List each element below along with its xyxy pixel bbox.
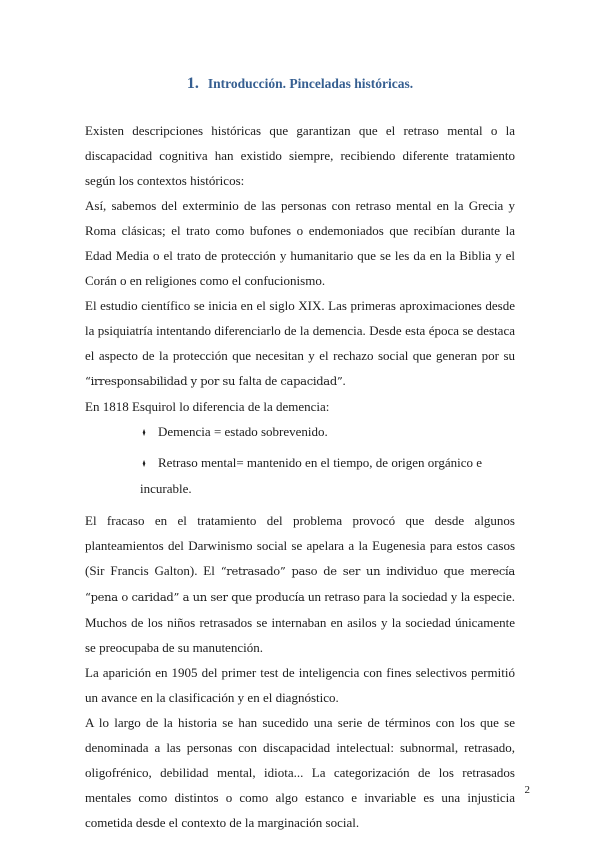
diamond-bullet-icon: ♦: [142, 456, 146, 470]
paragraph-scientific-study-quote: “irresponsabilidad y por su: [85, 374, 239, 388]
paragraph-scientific-study-quote-end: capacidad”: [280, 374, 343, 388]
paragraph-scientific-study-normal: El estudio científico se inicia en el siglo XIX. Las primeras aproximaciones desde la psiquiatría intentando diferenciarlo de la demencia. Desde esta época se destaca el aspecto de la protección que necesitan y el rechazo social que generan por su: [85, 298, 515, 363]
bullet-text-demencia: Demencia = estado sobrevenido.: [158, 424, 328, 439]
paragraph-test-1905: La aparición en 1905 del primer test de inteligencia con fines selectivos permitió un avance en la clasificación y en el diagnóstico.: [85, 665, 515, 705]
bullet-list: [85, 419, 515, 501]
paragraph-intro: Existen descripciones históricas que garantizan que el retraso mental o la discapacidad cognitiva han existido siempre, recibiendo diferente tratamiento según los contextos históricos:: [85, 123, 515, 188]
paragraph-darwinismo-normal: El fracaso en el tratamiento del problema provocó que desde algunos planteamientos del Darwinismo social se apelara a la Eugenesia para estos casos (Sir Francis Galton). El: [85, 513, 515, 578]
paragraph-scientific-study-mid: falta de: [238, 373, 281, 388]
paragraph-scientific-study: [85, 293, 515, 394]
paragraph-darwinismo-end: un retraso para la sociedad y la especie. Muchos de los niños retrasados se internaban en asilos y la sociedad únicamente se preocupaba de su manutención.: [85, 589, 516, 655]
paragraph-terminos: A lo largo de la historia se han sucedido una serie de términos con los que se denominada a las personas con discapacidad intelectual: subnormal, retrasado, oligofrénico, debilidad mental, idiota... La categorización de los retrasados mentales como distintos o como algo estanco e invariable es una injusticia cometida desde el contexto de la marginación social.: [85, 715, 515, 830]
heading-number: 1.: [186, 75, 199, 92]
list-item-demencia: [140, 419, 515, 445]
paragraph-esquirol: En 1818 Esquirol lo diferencia de la demencia:: [85, 399, 330, 414]
page-number: 2: [524, 784, 530, 796]
heading-title: Introducción. Pinceladas históricas.: [207, 76, 414, 91]
paragraph-darwinismo-quote: “retrasado” paso de ser un individuo que merecía “pena o caridad” a un ser que producía: [85, 564, 515, 604]
bullet-text-retraso: Retraso mental= mantenido en el tiempo, de origen orgánico e incurable.: [140, 455, 483, 496]
list-item-retraso: [140, 450, 515, 501]
paragraph-history-examples: Así, sabemos del exterminio de las personas con retraso mental en la Grecia y Roma clásicas; el trato como bufones o endemoniados que recibían durante la Edad Media o el trato de protección y humanitario que se les da en la Biblia y el Corán o en religiones como el confucionismo.: [85, 198, 515, 288]
paragraph-scientific-study-period: .: [342, 373, 346, 388]
paragraph-darwinismo: [85, 508, 515, 660]
section-heading: [85, 74, 515, 94]
diamond-bullet-icon: ♦: [142, 425, 146, 439]
page-content: [85, 74, 515, 835]
